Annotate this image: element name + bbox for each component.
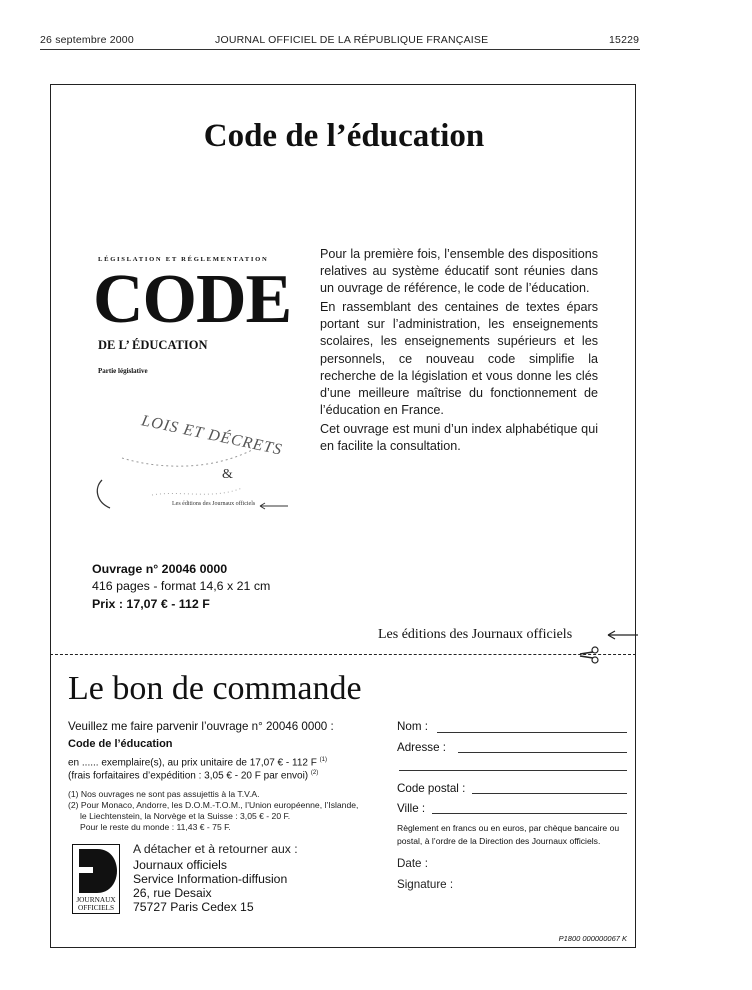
cover-eyebrow: LÉGISLATION ET RÉGLEMENTATION [98,256,269,263]
order-form-title: Le bon de commande [68,670,362,707]
header-page-number: 15229 [609,34,640,46]
cover-subtitle: DE L’ ÉDUCATION [98,338,208,352]
description-paragraph-2: En rassemblant des centaines de textes épars portant sur l’administration, les enseignements scolaires, les enseignements supérieurs et les personnels, ce nouveau code simplifie la recherche de la législation et vous donne les clés d’une meilleure maîtrise du fonctionnement de l’éducation en France. [320,300,598,417]
publisher-name: Les éditions des Journaux officiels [378,627,573,642]
order-copies-note: (1) [319,757,327,763]
cover-footer: Les éditions des Journaux officiels [172,501,256,507]
cover-dotted-curve-2 [152,488,242,495]
order-copies[interactable] [68,757,327,768]
ad-description [320,246,598,457]
field-adresse-line-2[interactable] [399,770,627,771]
footnote-2a: (2) Pour Monaco, Andorre, les D.O.M.-T.O.M., l’Union européenne, l’Islande, [68,800,359,810]
order-shipping-text: (frais forfaitaires d’expédition : 3,05 € - 20 F par envoi) [68,770,309,782]
payment-instructions: Règlement en francs ou en euros, par chèque bancaire ou postal, à l’ordre de la Direction des Journaux officiels. [397,823,620,846]
signature-label: Signature : [397,878,454,891]
field-adresse-label: Adresse : [397,741,446,754]
cover-arc [97,480,110,508]
form-code-reference: P1800 000000067 K [558,934,627,943]
order-copies-text: en ...... exemplaire(s), au prix unitaire de 17,07 € - 112 F [68,757,317,769]
ad-title: Code de l’éducation [203,118,485,154]
order-book-title: Code de l’éducation [68,738,173,750]
address-line-1: Journaux officiels [133,858,227,872]
cover-code: CODE [93,261,292,338]
cover-ampersand: & [222,467,233,482]
order-request: Veuillez me faire parvenir l’ouvrage n° 20046 0000 : [68,720,334,733]
field-nom-label: Nom : [397,720,428,733]
cover-decoration [92,440,292,530]
footnote-2c: Pour le reste du monde : 11,43 € - 75 F. [80,822,231,832]
header-date: 26 septembre 2000 [40,34,134,46]
description-paragraph-1: Pour la première fois, l’ensemble des dispositions relatives au système éducatif sont réunies dans un ouvrage de référence, le code de l’éducation. [320,247,598,296]
arrow-left-icon [606,628,640,642]
cut-line [50,654,636,655]
field-ville-label: Ville : [397,802,426,815]
date-label: Date : [397,857,428,870]
footnote-2b: le Liechtenstein, la Norvège et la Suisse : 3,05 € - 20 F. [80,811,291,821]
cover-logo-text: LOIS ET DÉCRETS [139,412,284,459]
jo-logo-mark [73,845,119,895]
cover-part: Partie législative [98,367,148,375]
description-paragraph-3: Cet ouvrage est muni d’un index alphabétique qui en facilite la consultation. [320,421,598,454]
book-reference: Ouvrage n° 20046 0000 [92,562,228,576]
detach-instruction: A détacher et à retourner aux : [133,842,298,856]
book-price: Prix : 17,07 € - 112 F [92,597,210,611]
header-rule [40,49,640,50]
address-line-2: Service Information-diffusion [133,872,288,886]
journaux-officiels-logo [72,844,120,914]
field-adresse-line[interactable] [458,752,627,753]
field-code-postal-label: Code postal : [397,782,466,795]
cover-dotted-curve [122,450,252,466]
jo-logo-label: JOURNAUX OFFICIELS [76,895,116,912]
order-shipping [68,770,318,781]
field-code-postal-line[interactable] [472,793,627,794]
field-ville-line[interactable] [432,813,627,814]
address-line-3: 26, rue Desaix [133,886,212,900]
order-shipping-note: (2) [310,770,319,776]
scissors-icon [578,645,602,665]
header-journal: JOURNAL OFFICIEL DE LA RÉPUBLIQUE FRANÇAISE [215,34,489,46]
footnote-1: (1) Nos ouvrages ne sont pas assujettis à la T.V.A. [68,789,260,799]
book-pages-format: 416 pages - format 14,6 x 21 cm [92,579,271,593]
address-line-4: 75727 Paris Cedex 15 [133,900,254,914]
field-nom-line[interactable] [437,732,627,733]
